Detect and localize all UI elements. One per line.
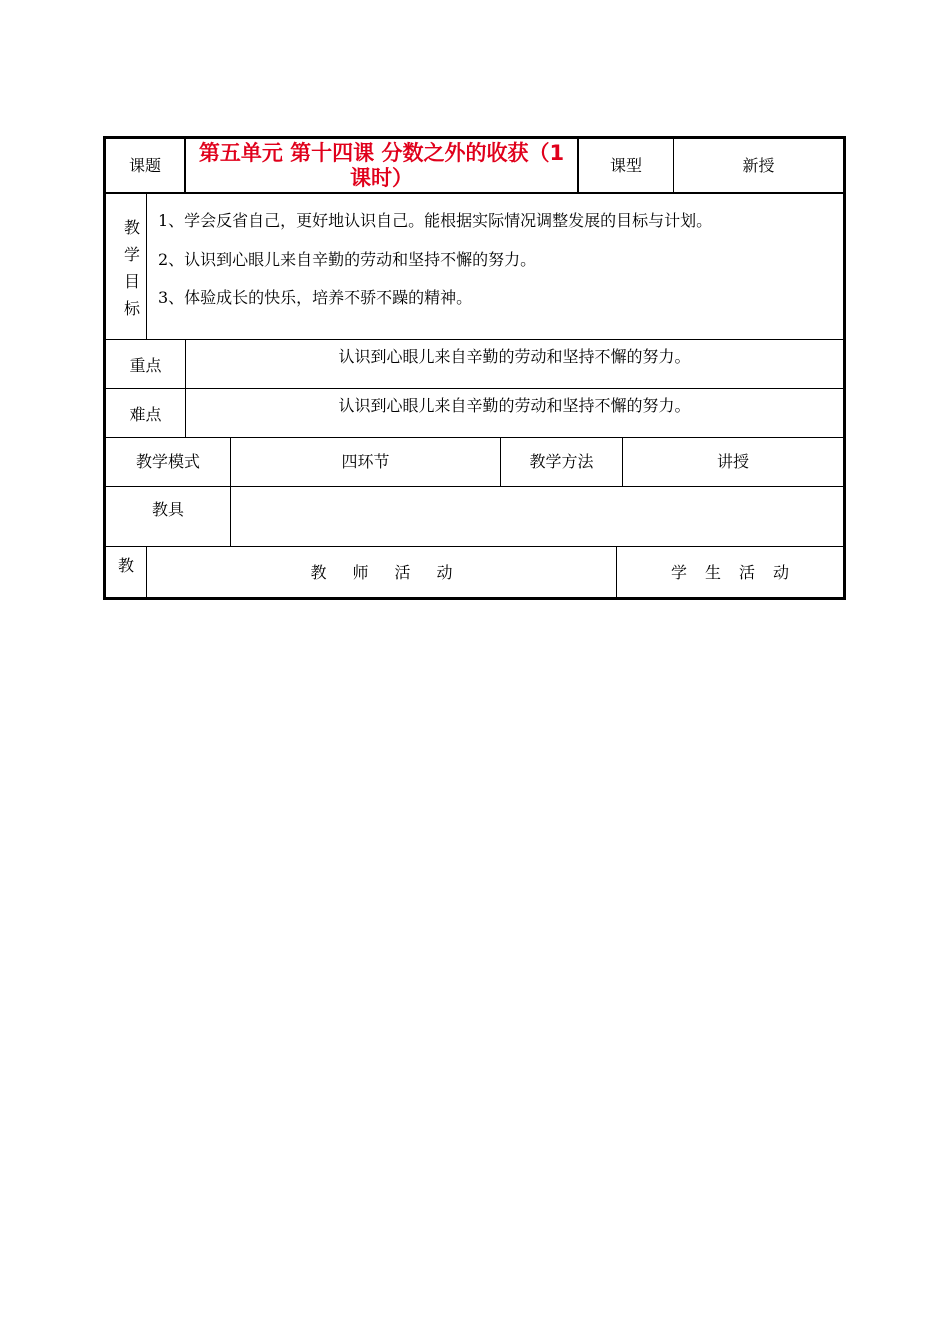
tools-label: 教具: [151, 500, 184, 519]
mode-value: 四环节: [341, 452, 390, 471]
topic-label: 课题: [128, 155, 161, 175]
row-divider: [103, 339, 846, 340]
type-label: 课型: [609, 155, 642, 175]
mode-label: 教学模式: [135, 452, 200, 471]
teacher-activity-header: 教 师 活 动: [310, 563, 453, 582]
tools-value: [231, 487, 843, 546]
difficulty-label: 难点: [129, 405, 162, 424]
key-point-label: 重点: [129, 356, 162, 375]
difficulty-text: 认识到心眼儿来自辛勤的劳动和坚持不懈的努力。: [338, 396, 691, 415]
row-divider: [103, 388, 846, 389]
goal-item: 3、体验成长的快乐，培养不骄不躁的精神。: [158, 288, 473, 307]
type-value: 新授: [742, 155, 775, 175]
key-point-text: 认识到心眼儿来自辛勤的劳动和坚持不懈的努力。: [338, 347, 691, 366]
method-label: 教学方法: [529, 452, 594, 471]
topic-title: 第五单元 第十四课 分数之外的收获（1课时）: [198, 140, 565, 190]
goals-label: 教 学 目 标: [123, 218, 140, 318]
table-border-right: [843, 136, 846, 600]
goal-item: 1、学会反省自己，更好地认识自己。能根据实际情况调整发展的目标与计划。: [158, 211, 713, 230]
process-label: 教: [117, 556, 134, 575]
student-activity-header: 学 生 活 动: [670, 563, 790, 582]
table-border-bottom: [103, 597, 846, 600]
goal-item: 2、认识到心眼儿来自辛勤的劳动和坚持不懈的努力。: [158, 250, 537, 269]
method-value: 讲授: [716, 452, 749, 471]
col-divider: [146, 193, 147, 339]
row-divider: [103, 192, 846, 194]
